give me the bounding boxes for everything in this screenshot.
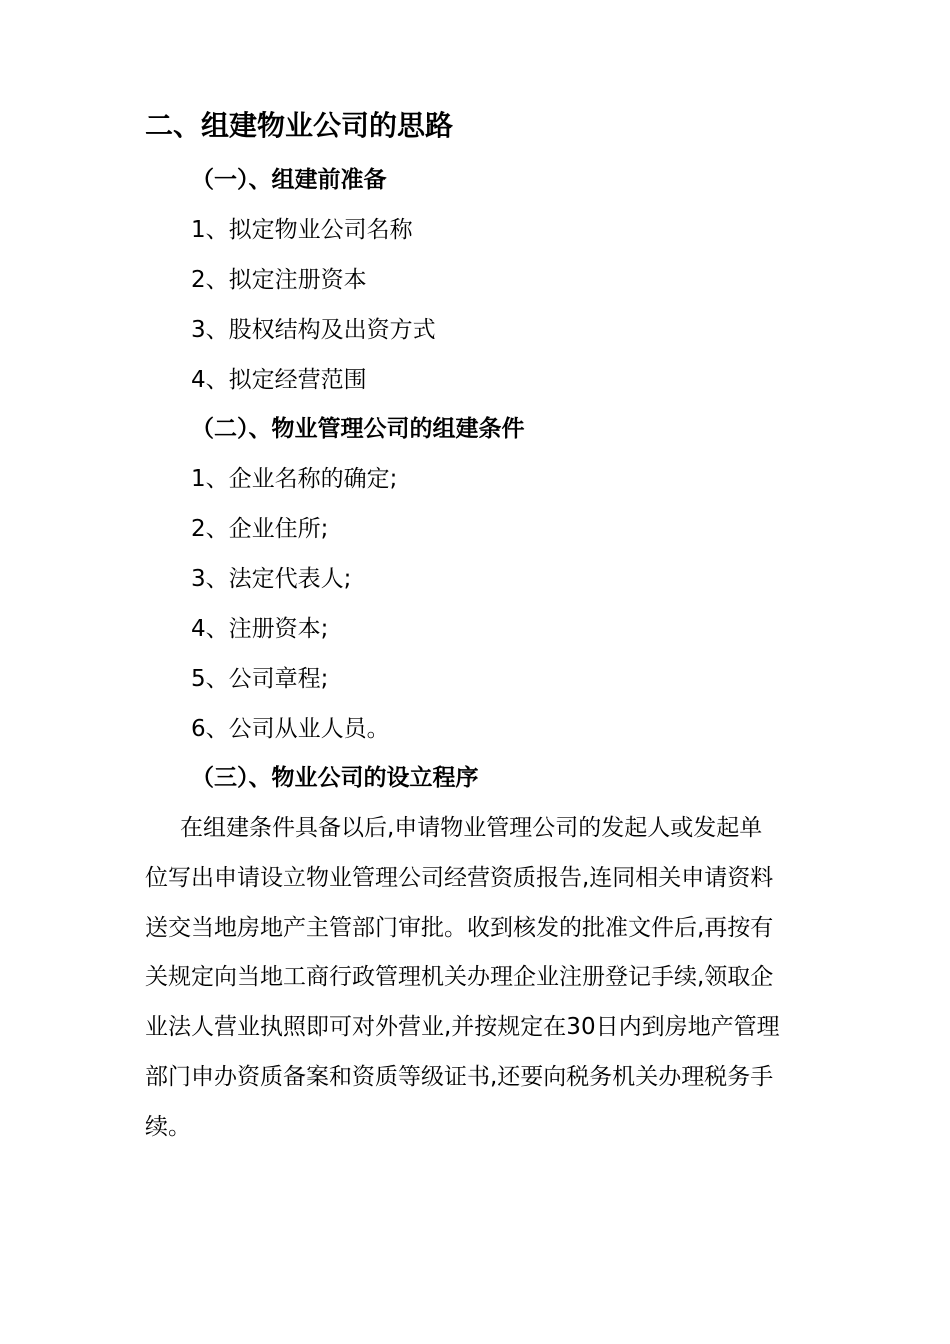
section-heading-1: （一）、组建前准备 xyxy=(191,167,387,193)
list-item: 3、股权结构及出资方式 xyxy=(191,317,436,343)
list-item: 1、企业名称的确定; xyxy=(191,466,398,492)
list-item: 5、公司章程; xyxy=(191,666,329,692)
list-item: 4、拟定经营范围 xyxy=(191,367,367,393)
section-heading-3: （三）、物业公司的设立程序 xyxy=(191,765,479,791)
page-title: 二、组建物业公司的思路 xyxy=(145,109,454,142)
list-item: 3、法定代表人; xyxy=(191,566,352,592)
paragraph-line: 续。 xyxy=(145,1114,191,1140)
list-item: 4、注册资本; xyxy=(191,616,329,642)
paragraph-line: 在组建条件具备以后,申请物业管理公司的发起人或发起单 xyxy=(180,815,763,841)
list-item: 6、公司从业人员。 xyxy=(191,716,390,742)
paragraph-line: 送交当地房地产主管部门审批。收到核发的批准文件后,再按有 xyxy=(145,915,774,941)
paragraph-line: 关规定向当地工商行政管理机关办理企业注册登记手续,领取企 xyxy=(145,964,774,990)
paragraph-line: 部门申办资质备案和资质等级证书,还要向税务机关办理税务手 xyxy=(145,1064,774,1090)
paragraph-line: 位写出申请设立物业管理公司经营资质报告,连同相关申请资料 xyxy=(145,865,774,891)
list-item: 2、企业住所; xyxy=(191,516,329,542)
list-item: 1、拟定物业公司名称 xyxy=(191,217,413,243)
paragraph-line: 业法人营业执照即可对外营业,并按规定在30日内到房地产管理 xyxy=(145,1014,780,1040)
list-item: 2、拟定注册资本 xyxy=(191,267,367,293)
section-heading-2: （二）、物业管理公司的组建条件 xyxy=(191,416,525,442)
